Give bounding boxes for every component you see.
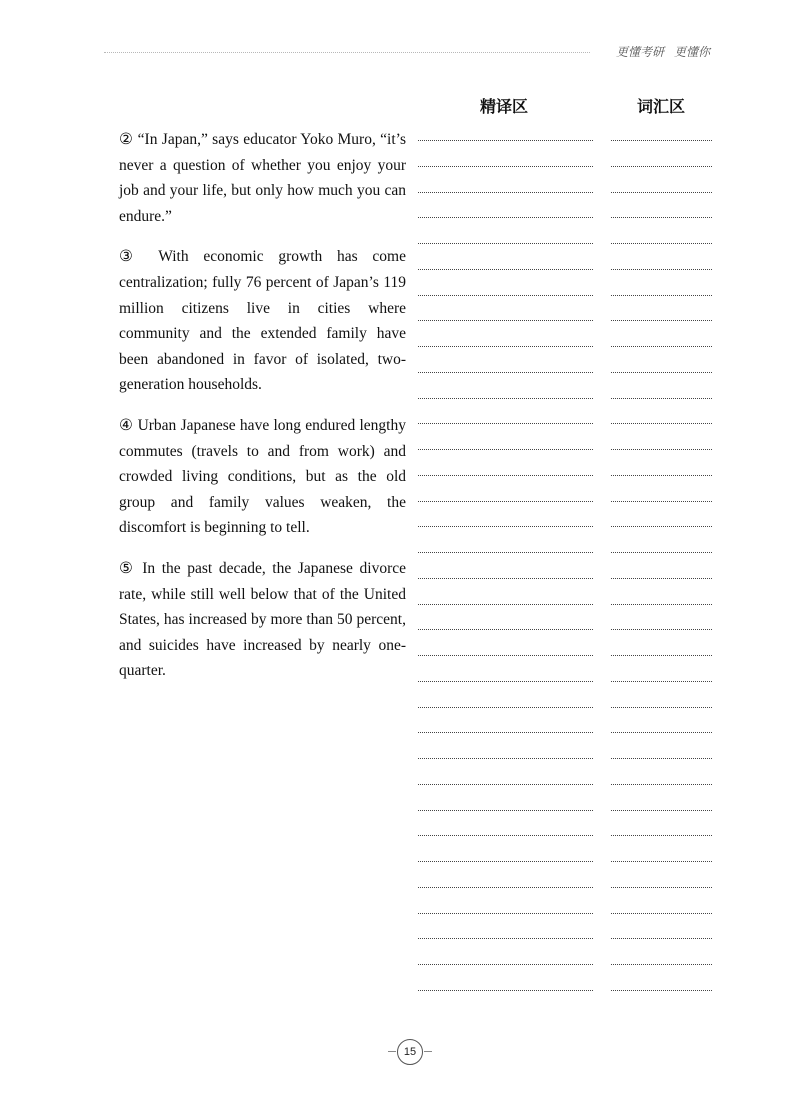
slogan-part-2: 更懂你 xyxy=(673,45,710,59)
writing-line xyxy=(611,320,712,321)
writing-line xyxy=(611,707,712,708)
page-number: 15 xyxy=(397,1039,423,1065)
paragraph-2: ② “In Japan,” says educator Yoko Muro, “it’s never a question of whether you enjoy your job and your life, but only how much you can endure.” xyxy=(119,131,406,225)
writing-line xyxy=(611,861,712,862)
writing-line xyxy=(611,526,712,527)
writing-line xyxy=(611,990,712,991)
writing-line xyxy=(418,887,593,888)
writing-line xyxy=(611,938,712,939)
writing-line xyxy=(611,269,712,270)
writing-line xyxy=(418,526,593,527)
writing-line xyxy=(611,552,712,553)
writing-line xyxy=(611,964,712,965)
writing-line xyxy=(611,835,712,836)
writing-line xyxy=(611,604,712,605)
writing-line xyxy=(611,681,712,682)
writing-line xyxy=(611,243,712,244)
header-slogan xyxy=(616,43,710,60)
writing-line xyxy=(611,192,712,193)
writing-line xyxy=(418,578,593,579)
writing-line xyxy=(611,732,712,733)
writing-line xyxy=(418,398,593,399)
paragraph-4: ④ Urban Japanese have long endured lengthy commutes (travels to and from work) and crowded living conditions, but as the old group and family values weaken, the discomfort is beginning to tell. xyxy=(119,416,406,537)
writing-line xyxy=(418,140,593,141)
writing-line xyxy=(611,423,712,424)
vocabulary-writing-lines xyxy=(611,140,712,1016)
writing-line xyxy=(611,449,712,450)
writing-line xyxy=(418,604,593,605)
translation-area-heading: 精译区 xyxy=(480,97,529,116)
writing-line xyxy=(418,784,593,785)
writing-line xyxy=(611,887,712,888)
writing-line xyxy=(611,784,712,785)
header-divider xyxy=(104,52,590,53)
writing-line xyxy=(418,629,593,630)
writing-line xyxy=(418,938,593,939)
translation-writing-lines xyxy=(418,140,593,1016)
slogan-part-1: 更懂考研 xyxy=(615,45,664,59)
writing-line xyxy=(418,758,593,759)
writing-line xyxy=(611,372,712,373)
vocabulary-area-heading: 词汇区 xyxy=(637,97,686,116)
writing-line xyxy=(611,810,712,811)
writing-line xyxy=(418,913,593,914)
writing-line xyxy=(611,758,712,759)
writing-line xyxy=(418,346,593,347)
writing-line xyxy=(418,423,593,424)
writing-line xyxy=(611,501,712,502)
paragraph-3: ③ With economic growth has come centralization; fully 76 percent of Japan’s 119 million citizens live in cities where community and the extended family have been abandoned in favor of isolated, two-generation households. xyxy=(119,248,406,394)
writing-line xyxy=(611,346,712,347)
writing-line xyxy=(611,166,712,167)
writing-line xyxy=(611,655,712,656)
writing-line xyxy=(418,192,593,193)
writing-line xyxy=(611,217,712,218)
writing-line xyxy=(418,861,593,862)
writing-line xyxy=(418,681,593,682)
writing-line xyxy=(418,964,593,965)
writing-line xyxy=(611,475,712,476)
writing-line xyxy=(418,501,593,502)
reading-passage xyxy=(119,127,406,699)
writing-line xyxy=(418,243,593,244)
writing-line xyxy=(418,320,593,321)
writing-line xyxy=(418,707,593,708)
writing-line xyxy=(418,810,593,811)
writing-line xyxy=(418,835,593,836)
writing-line xyxy=(611,578,712,579)
writing-line xyxy=(418,732,593,733)
writing-line xyxy=(418,990,593,991)
writing-line xyxy=(611,295,712,296)
writing-line xyxy=(611,398,712,399)
writing-line xyxy=(418,655,593,656)
writing-line xyxy=(418,269,593,270)
writing-line xyxy=(611,913,712,914)
paragraph-5: ⑤ In the past decade, the Japanese divorce rate, while still well below that of the United States, has increased by more than 50 percent, and suicides have increased by nearly one-quarter. xyxy=(119,559,406,680)
writing-line xyxy=(418,475,593,476)
writing-line xyxy=(418,166,593,167)
writing-line xyxy=(611,629,712,630)
writing-line xyxy=(418,372,593,373)
writing-line xyxy=(418,217,593,218)
writing-line xyxy=(418,295,593,296)
writing-line xyxy=(418,552,593,553)
writing-line xyxy=(418,449,593,450)
writing-line xyxy=(611,140,712,141)
